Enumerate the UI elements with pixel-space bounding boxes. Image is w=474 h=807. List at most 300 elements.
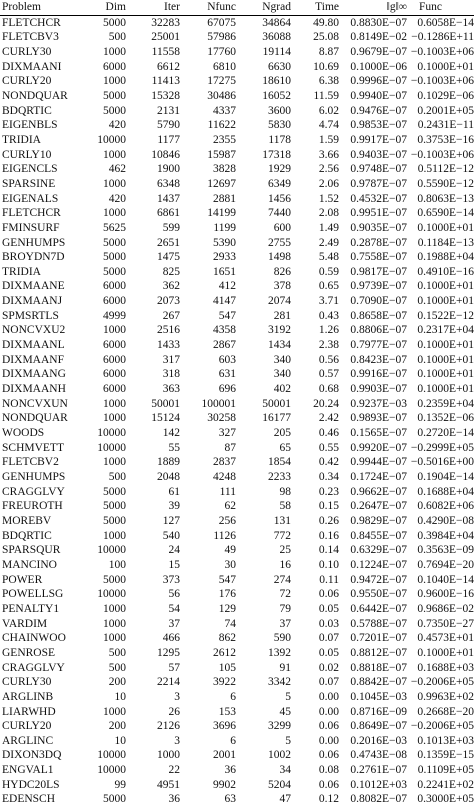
cell-func: 0.9686E−02 <box>417 602 474 615</box>
cell-nfunc: 1199 <box>213 221 236 234</box>
cell-problem: GENHUMPS <box>2 236 66 249</box>
table-row <box>0 719 474 734</box>
cell-func: 0.1013E+03 <box>417 734 474 747</box>
cell-dim: 5000 <box>103 16 126 29</box>
cell-dim: 5000 <box>103 485 126 498</box>
cell-gradient-norm: 0.8082E−07 <box>350 793 407 806</box>
cell-iter: 1475 <box>157 251 180 264</box>
cell-iter: 1889 <box>157 456 180 469</box>
cell-func: −0.2006E+05 <box>410 720 474 733</box>
cell-ngrad: 2755 <box>268 236 291 249</box>
cell-gradient-norm: 0.1224E−07 <box>350 558 407 571</box>
cell-iter: 32283 <box>151 16 180 29</box>
cell-ngrad: 590 <box>273 632 291 645</box>
cell-nfunc: 4248 <box>213 471 236 483</box>
cell-time: 2.42 <box>318 412 339 425</box>
cell-problem: PENALTY1 <box>2 602 60 615</box>
cell-gradient-norm: 0.9916E−07 <box>350 368 407 381</box>
cell-gradient-norm: 0.9679E−07 <box>350 45 407 58</box>
cell-dim: 5000 <box>103 89 126 102</box>
cell-problem: DIXMAANL <box>2 339 65 352</box>
cell-time: 0.14 <box>318 544 339 557</box>
cell-iter: 6612 <box>157 60 180 73</box>
table-row <box>0 382 474 397</box>
cell-dim: 5000 <box>103 573 126 586</box>
cell-nfunc: 2355 <box>213 133 236 146</box>
table-header <box>0 0 474 15</box>
cell-dim: 1000 <box>103 207 126 220</box>
cell-ngrad: 3192 <box>268 324 291 337</box>
cell-dim: 1000 <box>103 705 126 718</box>
cell-nfunc: 87 <box>224 441 236 454</box>
table-row <box>0 221 474 236</box>
cell-time: 2.06 <box>318 177 339 190</box>
cell-time: 0.43 <box>318 309 339 322</box>
table-row <box>0 236 474 251</box>
table-row <box>0 353 474 368</box>
cell-iter: 37 <box>168 617 180 630</box>
table-row <box>0 89 474 104</box>
cell-nfunc: 3696 <box>213 720 236 733</box>
cell-iter: 22 <box>168 764 180 777</box>
cell-nfunc: 631 <box>218 368 236 381</box>
cell-iter: 3 <box>174 734 180 747</box>
cell-ngrad: 25 <box>279 544 291 557</box>
cell-gradient-norm: 0.7558E−07 <box>350 251 407 264</box>
cell-iter: 2651 <box>157 236 180 249</box>
cell-func: 0.6082E+06 <box>417 500 474 513</box>
cell-problem: NONCVXU2 <box>2 324 66 337</box>
cell-nfunc: 547 <box>218 309 236 322</box>
cell-func: −0.2006E+05 <box>410 676 474 689</box>
cell-ngrad: 1002 <box>268 749 291 762</box>
cell-dim: 5625 <box>103 221 126 234</box>
cell-dim: 500 <box>108 31 126 44</box>
cell-iter: 1900 <box>157 163 180 176</box>
cell-gradient-norm: 0.9940E−07 <box>350 89 407 102</box>
cell-func: 0.1184E−13 <box>417 236 474 249</box>
cell-func: 0.1109E+05 <box>417 764 474 777</box>
cell-dim: 10 <box>114 734 126 747</box>
cell-dim: 10000 <box>97 544 126 557</box>
cell-gradient-norm: 0.8842E−07 <box>350 676 407 689</box>
cell-nfunc: 4337 <box>213 104 236 117</box>
cell-iter: 540 <box>162 529 180 542</box>
table-row <box>0 309 474 324</box>
cell-nfunc: 67075 <box>207 16 236 29</box>
cell-func: 0.1359E−15 <box>417 749 474 762</box>
cell-iter: 2048 <box>157 471 180 483</box>
cell-ngrad: 16052 <box>262 89 291 102</box>
table-row <box>0 206 474 221</box>
cell-iter: 15 <box>168 558 180 571</box>
cell-dim: 6000 <box>103 383 126 396</box>
cell-gradient-norm: 0.9996E−07 <box>350 75 407 88</box>
table-row <box>0 529 474 544</box>
cell-problem: DIXMAANI <box>2 60 62 73</box>
table-row <box>0 705 474 720</box>
table-row <box>0 675 474 690</box>
cell-ngrad: 50001 <box>262 397 291 410</box>
cell-problem: SPARSINE <box>2 177 56 190</box>
table-row <box>0 74 474 89</box>
cell-problem: CRAGGLVY <box>2 485 65 498</box>
cell-problem: DIXMAANF <box>2 353 64 366</box>
cell-time: 1.26 <box>318 324 339 337</box>
table-row <box>0 162 474 177</box>
cell-problem: CURLY30 <box>2 676 52 689</box>
cell-dim: 10 <box>114 690 126 703</box>
cell-dim: 5000 <box>103 500 126 513</box>
header-func: Func <box>419 1 442 13</box>
table-row <box>0 192 474 207</box>
table-row <box>0 338 474 353</box>
cell-time: 1.59 <box>318 133 339 146</box>
cell-nfunc: 6 <box>230 734 236 747</box>
cell-iter: 39 <box>168 500 180 513</box>
cell-gradient-norm: 0.9829E−07 <box>350 514 407 527</box>
table-row <box>0 485 474 500</box>
cell-gradient-norm: 0.8716E−09 <box>350 705 407 718</box>
table-row <box>0 118 474 133</box>
cell-iter: 267 <box>162 309 180 322</box>
cell-dim: 10000 <box>97 588 126 601</box>
table-row <box>0 45 474 60</box>
cell-nfunc: 111 <box>219 485 236 498</box>
cell-iter: 1000 <box>157 749 180 762</box>
cell-ngrad: 6630 <box>268 60 291 73</box>
cell-ngrad: 378 <box>273 280 291 293</box>
cell-iter: 61 <box>168 485 180 498</box>
cell-problem: FREUROTH <box>2 500 63 513</box>
cell-ngrad: 1392 <box>268 646 291 659</box>
cell-time: 0.03 <box>318 617 339 630</box>
cell-gradient-norm: 0.9853E−07 <box>350 119 407 132</box>
header-dim: Dim <box>105 1 126 13</box>
cell-ngrad: 3342 <box>268 676 291 689</box>
cell-gradient-norm: 0.2016E−03 <box>350 734 407 747</box>
cell-ngrad: 5 <box>285 690 291 703</box>
cell-nfunc: 17275 <box>207 75 236 88</box>
cell-iter: 5790 <box>157 119 180 132</box>
cell-iter: 15328 <box>151 89 180 102</box>
cell-ngrad: 1456 <box>268 192 291 205</box>
cell-time: 3.66 <box>318 148 339 161</box>
cell-time: 49.80 <box>313 16 339 29</box>
cell-func: 0.9963E+02 <box>417 690 474 703</box>
cell-ngrad: 2074 <box>268 295 291 308</box>
table-row <box>0 426 474 441</box>
cell-ngrad: 58 <box>279 500 291 513</box>
table-row <box>0 602 474 617</box>
cell-ngrad: 65 <box>279 441 291 454</box>
table-row <box>0 60 474 75</box>
table-row <box>0 778 474 793</box>
header-ngrad: Ngrad <box>262 1 291 13</box>
cell-dim: 1000 <box>103 602 126 615</box>
cell-dim: 200 <box>108 720 126 733</box>
cell-dim: 10000 <box>97 764 126 777</box>
cell-nfunc: 14199 <box>207 207 236 220</box>
cell-ngrad: 34864 <box>262 16 291 29</box>
cell-iter: 56 <box>168 588 180 601</box>
cell-gradient-norm: 0.9403E−07 <box>350 148 407 161</box>
cell-nfunc: 153 <box>218 705 236 718</box>
cell-problem: POWER <box>2 573 43 586</box>
table-row <box>0 265 474 280</box>
cell-gradient-norm: 0.7201E−07 <box>350 632 407 645</box>
cell-nfunc: 4147 <box>213 295 236 308</box>
cell-time: 0.15 <box>318 500 339 513</box>
cell-iter: 127 <box>162 514 180 527</box>
cell-problem: TRIDIA <box>2 265 41 278</box>
table-row <box>0 323 474 338</box>
cell-time: 0.05 <box>318 602 339 615</box>
cell-nfunc: 412 <box>218 280 236 293</box>
cell-nfunc: 696 <box>218 383 236 396</box>
cell-problem: POWELLSG <box>2 588 64 601</box>
cell-time: 0.68 <box>318 383 339 396</box>
table-row <box>0 499 474 514</box>
cell-gradient-norm: 0.9739E−07 <box>350 280 407 293</box>
header-gradient-norm: ‖g‖∞ <box>386 1 407 13</box>
cell-time: 6.02 <box>318 104 339 117</box>
cell-problem: BDQRTIC <box>2 529 52 542</box>
cell-iter: 1433 <box>157 339 180 352</box>
cell-dim: 10000 <box>97 133 126 146</box>
cell-dim: 1000 <box>103 75 126 88</box>
cell-gradient-norm: 0.9662E−07 <box>350 485 407 498</box>
cell-nfunc: 176 <box>218 588 236 601</box>
cell-ngrad: 18610 <box>262 75 291 88</box>
cell-nfunc: 74 <box>224 617 236 630</box>
cell-time: 0.08 <box>318 764 339 777</box>
cell-nfunc: 30 <box>224 558 236 571</box>
cell-func: −0.1003E+06 <box>410 75 474 88</box>
cell-gradient-norm: 0.1724E−07 <box>350 471 407 483</box>
table-row <box>0 763 474 778</box>
header-time: Time <box>315 1 339 13</box>
cell-nfunc: 30258 <box>207 412 236 425</box>
header-nfunc: Nfunc <box>207 1 236 13</box>
cell-func: 0.2431E−11 <box>417 119 474 132</box>
table-row <box>0 690 474 705</box>
cell-gradient-norm: 0.9920E−07 <box>350 441 407 454</box>
cell-gradient-norm: 0.1565E−07 <box>350 427 407 440</box>
cell-nfunc: 100001 <box>201 397 236 410</box>
cell-iter: 1177 <box>157 133 180 146</box>
cell-func: 0.1000E+01 <box>417 295 474 308</box>
cell-nfunc: 105 <box>218 661 236 674</box>
table-body <box>0 15 474 807</box>
cell-dim: 10000 <box>97 749 126 762</box>
cell-func: −0.1003E+06 <box>410 45 474 58</box>
cell-time: 0.00 <box>318 705 339 718</box>
header-iter: Iter <box>164 1 180 13</box>
cell-gradient-norm: 0.7090E−07 <box>350 295 407 308</box>
table-row <box>0 661 474 676</box>
table-row <box>0 631 474 646</box>
cell-iter: 318 <box>162 368 180 381</box>
cell-ngrad: 772 <box>273 529 291 542</box>
cell-iter: 36 <box>168 793 180 806</box>
cell-problem: DIXMAANE <box>2 280 65 293</box>
cell-problem: BDQRTIC <box>2 104 52 117</box>
cell-ngrad: 79 <box>279 602 291 615</box>
cell-gradient-norm: 0.9476E−07 <box>350 104 407 117</box>
cell-ngrad: 340 <box>273 368 291 381</box>
cell-problem: MANCINO <box>2 558 57 571</box>
cell-ngrad: 5204 <box>268 778 291 791</box>
cell-ngrad: 1178 <box>268 133 291 146</box>
cell-ngrad: 98 <box>279 485 291 498</box>
cell-iter: 142 <box>162 427 180 440</box>
cell-nfunc: 3828 <box>213 163 236 176</box>
cell-time: 0.16 <box>318 529 339 542</box>
cell-problem: GENHUMPS <box>2 471 66 483</box>
cell-problem: NONDQUAR <box>2 89 68 102</box>
cell-func: 0.8063E−13 <box>417 192 474 205</box>
cell-gradient-norm: 0.8658E−07 <box>350 309 407 322</box>
cell-time: 1.49 <box>318 221 339 234</box>
cell-problem: EIGENALS <box>2 192 59 205</box>
cell-problem: DIXON3DQ <box>2 749 62 762</box>
cell-dim: 420 <box>108 119 126 132</box>
cell-ngrad: 3600 <box>268 104 291 117</box>
cell-problem: CURLY20 <box>2 75 52 88</box>
cell-dim: 200 <box>108 676 126 689</box>
cell-ngrad: 47 <box>279 793 291 806</box>
cell-ngrad: 205 <box>273 427 291 440</box>
cell-problem: DIXMAANG <box>2 368 66 381</box>
cell-dim: 1000 <box>103 45 126 58</box>
cell-func: 0.9600E−16 <box>417 588 474 601</box>
cell-time: 5.48 <box>318 251 339 264</box>
cell-gradient-norm: 0.1045E−03 <box>350 690 407 703</box>
cell-time: 0.00 <box>318 690 339 703</box>
cell-ngrad: 3299 <box>268 720 291 733</box>
cell-func: 0.7694E−20 <box>417 558 474 571</box>
cell-problem: CURLY10 <box>2 148 52 161</box>
cell-nfunc: 12697 <box>207 177 236 190</box>
cell-time: 0.56 <box>318 353 339 366</box>
cell-dim: 462 <box>108 163 126 176</box>
cell-iter: 2126 <box>157 720 180 733</box>
cell-iter: 54 <box>168 602 180 615</box>
cell-iter: 363 <box>162 383 180 396</box>
cell-problem: LIARWHD <box>2 705 56 718</box>
cell-nfunc: 57986 <box>207 31 236 44</box>
cell-gradient-norm: 0.4532E−07 <box>350 192 407 205</box>
cell-iter: 24 <box>168 544 180 557</box>
cell-func: 0.2001E+05 <box>417 104 474 117</box>
cell-problem: FLETCBV3 <box>2 31 59 44</box>
cell-time: 0.07 <box>318 676 339 689</box>
cell-dim: 500 <box>108 661 126 674</box>
cell-nfunc: 1126 <box>213 529 236 542</box>
cell-iter: 825 <box>162 265 180 278</box>
cell-ngrad: 19114 <box>262 45 291 58</box>
cell-func: 0.2720E−14 <box>417 427 474 440</box>
cell-ngrad: 402 <box>273 383 291 396</box>
cell-iter: 317 <box>162 353 180 366</box>
cell-time: 4.74 <box>318 119 339 132</box>
cell-iter: 599 <box>162 221 180 234</box>
cell-dim: 1000 <box>103 397 126 410</box>
table-row <box>0 104 474 119</box>
cell-time: 2.56 <box>318 163 339 176</box>
cell-ngrad: 37 <box>279 617 291 630</box>
cell-iter: 6861 <box>157 207 180 220</box>
cell-nfunc: 9902 <box>213 778 236 791</box>
cell-func: 0.3984E+04 <box>417 529 474 542</box>
cell-problem: GENROSE <box>2 646 56 659</box>
cell-gradient-norm: 0.9903E−07 <box>350 383 407 396</box>
cell-func: 0.2668E−20 <box>417 705 474 718</box>
cell-iter: 4951 <box>157 778 180 791</box>
cell-problem: BROYDN7D <box>2 251 65 264</box>
cell-func: 0.5590E−12 <box>417 177 474 190</box>
cell-time: 8.87 <box>318 45 339 58</box>
cell-ngrad: 91 <box>279 661 291 674</box>
cell-func: 0.1000E+01 <box>417 60 474 73</box>
cell-ngrad: 281 <box>273 309 291 322</box>
cell-nfunc: 17760 <box>207 45 236 58</box>
cell-func: 0.1988E+04 <box>417 251 474 264</box>
cell-time: 0.46 <box>318 427 339 440</box>
cell-func: 0.4290E−08 <box>417 514 474 527</box>
cell-ngrad: 600 <box>273 221 291 234</box>
cell-iter: 373 <box>162 573 180 586</box>
cell-ngrad: 7440 <box>268 207 291 220</box>
cell-ngrad: 17318 <box>262 148 291 161</box>
cell-func: 0.1000E+01 <box>417 646 474 659</box>
cell-nfunc: 2867 <box>213 339 236 352</box>
cell-time: 2.08 <box>318 207 339 220</box>
cell-nfunc: 603 <box>218 353 236 366</box>
cell-func: 0.2359E+04 <box>417 397 474 410</box>
cell-time: 0.05 <box>318 646 339 659</box>
table-row <box>0 250 474 265</box>
cell-problem: WOODS <box>2 427 45 440</box>
cell-gradient-norm: 0.9917E−07 <box>350 133 407 146</box>
cell-func: 0.5112E−12 <box>417 163 474 176</box>
cell-time: 1.52 <box>318 192 339 205</box>
cell-problem: FLETCHCR <box>2 16 61 29</box>
cell-gradient-norm: 0.8806E−07 <box>350 324 407 337</box>
cell-time: 25.08 <box>313 31 339 44</box>
cell-dim: 6000 <box>103 60 126 73</box>
cell-dim: 420 <box>108 192 126 205</box>
cell-time: 0.59 <box>318 265 339 278</box>
cell-time: 0.06 <box>318 588 339 601</box>
cell-func: 0.1029E−06 <box>417 89 474 102</box>
cell-problem: MOREBV <box>2 514 52 527</box>
cell-gradient-norm: 0.8423E−07 <box>350 353 407 366</box>
cell-func: 0.1000E+01 <box>417 383 474 396</box>
cell-iter: 10846 <box>151 148 180 161</box>
cell-dim: 100 <box>108 558 126 571</box>
cell-time: 0.06 <box>318 749 339 762</box>
cell-dim: 500 <box>108 471 126 483</box>
cell-dim: 6000 <box>103 280 126 293</box>
cell-nfunc: 2933 <box>213 251 236 264</box>
cell-problem: ENGVAL1 <box>2 764 54 777</box>
cell-time: 0.00 <box>318 734 339 747</box>
cell-dim: 1000 <box>103 148 126 161</box>
cell-nfunc: 4358 <box>213 324 236 337</box>
cell-problem: DIXMAANJ <box>2 295 63 308</box>
